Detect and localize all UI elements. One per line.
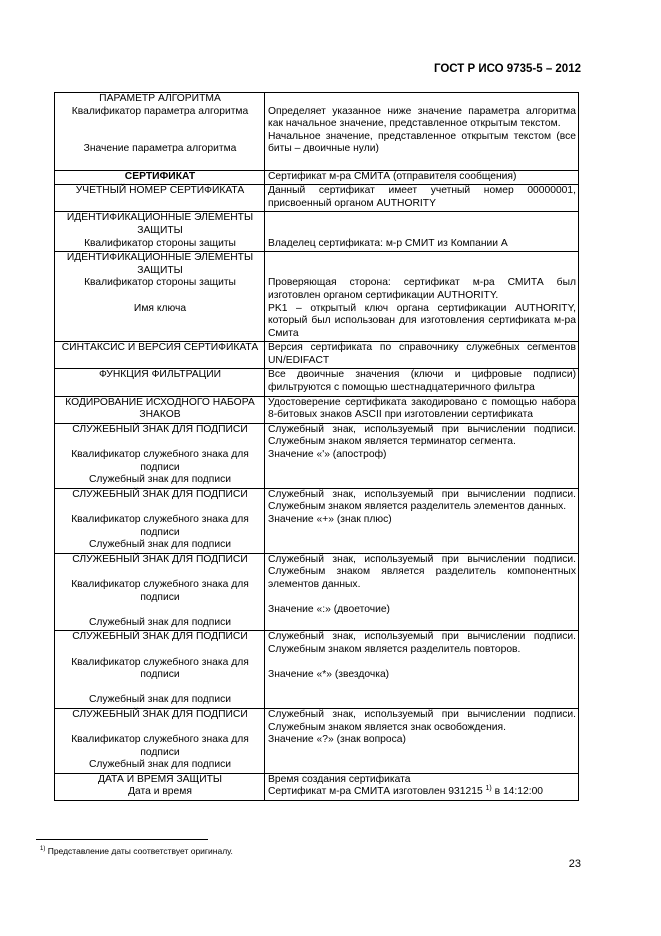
description-line: Данный сертификат имеет учетный номер 00000001, присвоенный органом AUTHORITY: [268, 185, 576, 209]
parameter-cell: [55, 93, 265, 171]
description-text: в 14:12:00: [491, 786, 544, 798]
parameter-line: Служебный знак для подписи: [88, 539, 232, 551]
parameter-line: [58, 131, 262, 144]
description-cell: [265, 553, 579, 631]
parameter-cell: [55, 212, 265, 252]
parameter-line: СЕРТИФИКАТ: [124, 170, 196, 182]
parameter-cell: [55, 553, 265, 631]
description-line: Значение «+» (знак плюс): [268, 514, 392, 525]
description-line: Служебный знак, используемый при вычислении подписи. Служебным знаком является знак освобождения.: [268, 708, 576, 733]
description-line: [268, 225, 576, 238]
parameter-line: Квалификатор служебного знака для подписи: [71, 656, 249, 681]
description-line: Служебный знак, используемый при вычислении подписи. Служебным знаком является разделитель компонентных элементов данных.: [268, 553, 576, 590]
description-cell: [265, 342, 579, 369]
description-cell: [265, 185, 579, 212]
parameter-line: ПАРАМЕТР АЛГОРИТМА: [99, 93, 221, 104]
parameter-line: Значение параметра алгоритма: [83, 143, 237, 155]
parameter-line: [58, 604, 262, 617]
parameter-line: УЧЕТНЫЙ НОМЕР СЕРТИФИКАТА: [75, 185, 245, 197]
table-row: [55, 170, 579, 185]
description-line: Версия сертификата по справочнику служебных сегментов UN/EDIFACT: [268, 342, 576, 366]
description-line: Сертификат м-ра СМИТА (отправителя сообщения): [268, 170, 517, 182]
description-line: Значение «*» (звездочка): [268, 669, 390, 681]
description-line: Значение «:» (двоеточие): [268, 604, 390, 616]
description-cell: [265, 423, 579, 488]
parameter-line: ИДЕНТИФИКАЦИОННЫЕ ЭЛЕМЕНТЫ ЗАЩИТЫ: [66, 252, 254, 276]
description-cell: [265, 773, 579, 800]
description-cell: [265, 396, 579, 423]
description-line: [268, 657, 576, 670]
description-cell: [265, 708, 579, 773]
description-line: Время создания сертификата: [268, 773, 411, 785]
parameter-line: [58, 501, 262, 514]
description-line: Все двоичные значения (ключи и цифровые подписи) фильтруются с помощью шестнадцатеричного фильтра: [268, 369, 576, 394]
parameter-line: [58, 644, 262, 657]
parameter-line: [58, 722, 262, 735]
parameter-line: ДАТА И ВРЕМЯ ЗАЩИТЫ: [98, 773, 222, 785]
table-row: [55, 773, 579, 800]
description-line: [268, 252, 576, 265]
parameter-cell: [55, 631, 265, 709]
parameter-line: Квалификатор служебного знака для подписи: [71, 578, 249, 603]
page-number: 23: [568, 858, 581, 870]
table-row: [55, 631, 579, 709]
description-line: Служебный знак, используемый при вычислении подписи. Служебным знаком является терминатор сегмента.: [268, 423, 576, 448]
footnote-rule: [36, 839, 208, 840]
parameter-cell: [55, 396, 265, 423]
parameter-line: СЛУЖЕБНЫЙ ЗНАК ДЛЯ ПОДПИСИ: [72, 708, 248, 720]
footnote-text: Представление даты соответствует оригиналу.: [45, 846, 233, 856]
parameter-cell: [55, 185, 265, 212]
description-line: Проверяющая сторона: сертификат м-ра СМИТА был изготовлен органом сертификации AUTHORITY.: [268, 277, 576, 301]
parameter-line: ФУНКЦИЯ ФИЛЬТРАЦИИ: [98, 369, 222, 381]
parameter-line: Квалификатор служебного знака для подписи: [71, 449, 249, 473]
description-line: [268, 93, 576, 106]
table-row: [55, 342, 579, 369]
description-line: [268, 592, 576, 605]
parameter-line: [58, 566, 262, 579]
table-row: [55, 212, 579, 252]
parameter-line: Служебный знак для подписи: [88, 694, 232, 706]
parameter-line: СЛУЖЕБНЫЙ ЗНАК ДЛЯ ПОДПИСИ: [72, 488, 248, 500]
document-header: ГОСТ Р ИСО 9735-5 – 2012: [433, 63, 581, 75]
table-row: [55, 396, 579, 423]
parameter-line: [58, 290, 262, 303]
spec-table: [54, 92, 579, 801]
parameter-line: СЛУЖЕБНЫЙ ЗНАК ДЛЯ ПОДПИСИ: [72, 553, 248, 565]
description-line: [268, 265, 576, 278]
table-row: [55, 553, 579, 631]
description-line: Значение «'» (апостроф): [268, 449, 387, 461]
parameter-line: Квалификатор служебного знака для подписи: [71, 514, 249, 538]
parameter-cell: [55, 369, 265, 396]
parameter-line: Служебный знак для подписи: [88, 759, 232, 771]
parameter-line: [58, 436, 262, 449]
table-row: [55, 252, 579, 342]
parameter-line: Служебный знак для подписи: [88, 616, 232, 628]
description-line: Служебный знак, используемый при вычислении подписи. Служебным знаком является разделитель элементов данных.: [268, 488, 576, 513]
parameter-cell: [55, 423, 265, 488]
table-row: [55, 488, 579, 553]
description-cell: [265, 212, 579, 252]
description-cell: [265, 252, 579, 342]
parameter-cell: [55, 170, 265, 185]
description-line: Определяет указанное ниже значение параметра алгоритма как начальное значение, представленное открытым текстом.: [268, 105, 576, 130]
parameter-cell: [55, 342, 265, 369]
parameter-line: КОДИРОВАНИЕ ИСХОДНОГО НАБОРА ЗНАКОВ: [65, 396, 255, 421]
description-text: Сертификат м-ра СМИТА изготовлен 931215: [268, 786, 486, 798]
description-line: PK1 – открытый ключ органа сертификации AUTHORITY, который был использован для изготовления сертификата м-ра Смита: [268, 302, 576, 339]
parameter-cell: [55, 708, 265, 773]
description-cell: [265, 631, 579, 709]
parameter-line: [58, 118, 262, 131]
parameter-line: [58, 682, 262, 695]
parameter-line: СЛУЖЕБНЫЙ ЗНАК ДЛЯ ПОДПИСИ: [72, 631, 248, 643]
table-row: [55, 185, 579, 212]
parameter-cell: [55, 773, 265, 800]
table-row: [55, 369, 579, 396]
parameter-line: Дата и время: [128, 786, 192, 798]
parameter-line: Квалификатор служебного знака для подписи: [71, 734, 249, 758]
description-cell: [265, 170, 579, 185]
table-row: [55, 708, 579, 773]
parameter-line: СИНТАКСИС И ВЕРСИЯ СЕРТИФИКАТА: [61, 342, 259, 354]
description-cell: [265, 369, 579, 396]
parameter-cell: [55, 252, 265, 342]
description-line: Владелец сертификата: м-р СМИТ из Компании А: [268, 237, 508, 249]
footnote: [40, 846, 233, 856]
description-line: Начальное значение, представленное открытым текстом (все биты – двоичные нули): [268, 130, 576, 155]
parameter-line: [58, 156, 262, 169]
parameter-line: Квалификатор стороны защиты: [84, 277, 236, 289]
parameter-cell: [55, 488, 265, 553]
parameter-line: Квалификатор стороны защиты: [84, 237, 236, 249]
description-line: [268, 212, 576, 225]
parameter-line: Квалификатор параметра алгоритма: [71, 105, 249, 117]
description-line: [268, 786, 576, 799]
parameter-line: Служебный знак для подписи: [88, 474, 232, 486]
description-cell: [265, 488, 579, 553]
description-line: Значение «?» (знак вопроса): [268, 734, 406, 746]
parameter-line: Имя ключа: [133, 302, 187, 314]
footnote-marker: 1): [40, 846, 46, 852]
description-line: Служебный знак, используемый при вычислении подписи. Служебным знаком является разделитель повторов.: [268, 631, 576, 655]
parameter-line: ИДЕНТИФИКАЦИОННЫЕ ЭЛЕМЕНТЫ ЗАЩИТЫ: [66, 212, 254, 236]
table-row: [55, 423, 579, 488]
description-cell: [265, 93, 579, 171]
table-row: [55, 93, 579, 171]
parameter-line: СЛУЖЕБНЫЙ ЗНАК ДЛЯ ПОДПИСИ: [72, 423, 248, 435]
footnote-ref: 1): [485, 785, 492, 793]
description-line: Удостоверение сертификата закодировано с помощью набора 8-битовых знаков ASCII при изготовлении сертификата: [268, 396, 576, 421]
